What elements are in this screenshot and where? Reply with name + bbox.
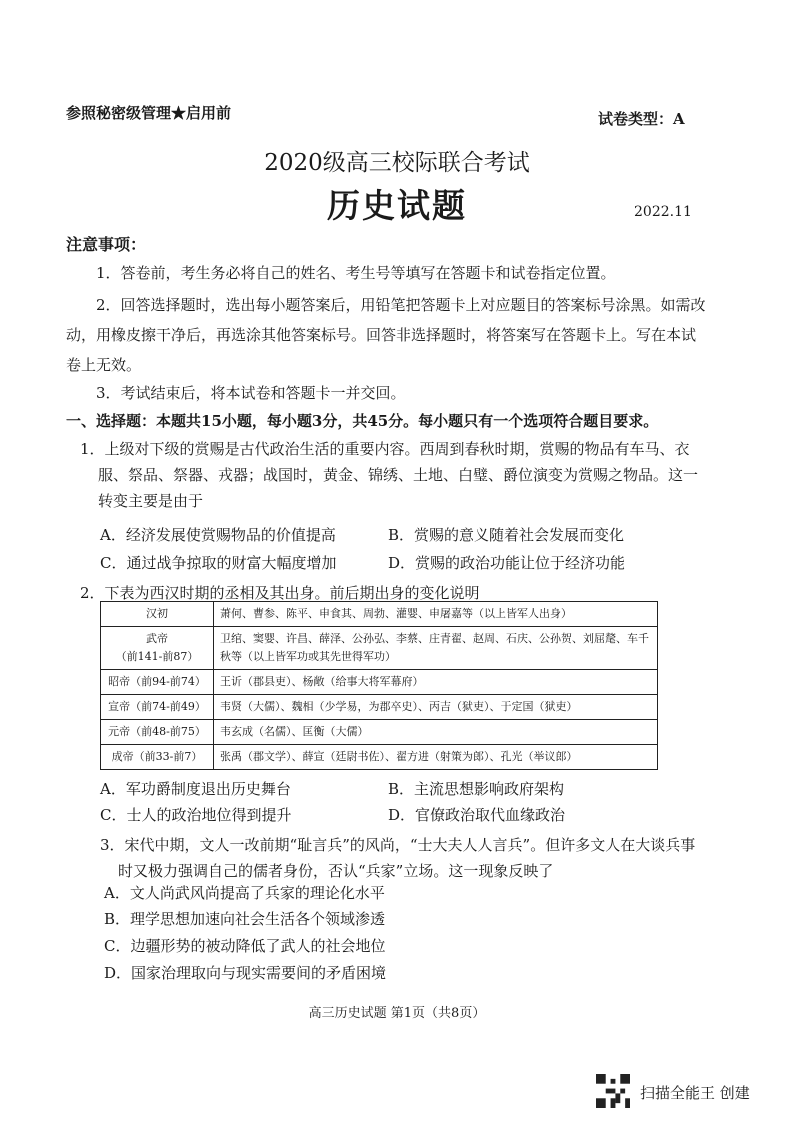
table-row [101, 627, 658, 670]
table-people: 韦贤（大儒）、魏相（少学易，为郡卒史）、丙吉（狱吏）、于定国（狱吏） [214, 695, 658, 720]
q1-option-a: A．经济发展使赏赐物品的价值提高 [100, 526, 336, 544]
page-footer: 高三历史试题 第1页（共8页） [308, 1006, 486, 1021]
table-era [101, 627, 214, 670]
table-era-years: （前141-前87） [115, 650, 199, 663]
table-people: 韦玄成（名儒）、匡衡（大儒） [214, 720, 658, 745]
notes-heading: 注意事项： [66, 235, 147, 254]
paper-type: 试卷类型：A [598, 110, 685, 128]
table-era-name: 武帝 [146, 632, 168, 645]
note-item: 2．回答选择题时，选出每小题答案后，用铅笔把答题卡上对应题目的答案标号涂黑。如需改动，用橡皮擦干净后，再选涂其他答案标号。回答非选择题时，将答案写在答题卡上。写在本试卷上无效。 [66, 296, 706, 374]
confidential-label: 参照秘密级管理★启用前 [66, 104, 232, 122]
question-3-stem: 3．宋代中期，文人一改前期“耻言兵”的风尚，“士大夫人人言兵”。但许多文人在大谈兵事时又极力强调自己的儒者身份，否认“兵家”立场。这一现象反映了 [100, 836, 696, 880]
q2-option-a: A．军功爵制度退出历史舞台 [100, 780, 291, 798]
q2-option-c: C．士人的政治地位得到提升 [100, 806, 292, 824]
exam-date: 2022.11 [634, 204, 692, 220]
question-2-stem: 2．下表为西汉时期的丞相及其出身。前后期出身的变化说明 [80, 584, 480, 602]
q3-option-b: B．理学思想加速向社会生活各个领域渗透 [104, 910, 386, 928]
table-era: 宣帝（前74-前49） [101, 695, 214, 720]
table-people: 张禹（郡文学）、薛宣（廷尉书佐）、翟方进（射策为郎）、孔光（举议郎） [214, 745, 658, 770]
q2-option-d: D．官僚政治取代血缘政治 [388, 806, 566, 824]
q2-option-b: B．主流思想影响政府架构 [388, 780, 565, 798]
q3-option-d: D．国家治理取向与现实需要间的矛盾困境 [104, 964, 387, 982]
q3-option-a: A．文人尚武风尚提高了兵家的理论化水平 [104, 884, 385, 902]
table-row [101, 720, 658, 745]
page-title: 历史试题 [327, 186, 467, 225]
table-people: 萧何、曹参、陈平、申食其、周勃、灌婴、申屠嘉等（以上皆军人出身） [214, 602, 658, 627]
table-row [101, 602, 658, 627]
qr-code-icon [596, 1074, 630, 1108]
table-row [101, 745, 658, 770]
note-item: 3．考试结束后，将本试卷和答题卡一并交回。 [96, 384, 406, 402]
chancellor-table [100, 601, 658, 770]
table-row [101, 670, 658, 695]
table-people: 王䜣（郡县吏）、杨敞（给事大将军幕府） [214, 670, 658, 695]
table-row [101, 695, 658, 720]
q3-option-c: C．边疆形势的被动降低了武人的社会地位 [104, 937, 386, 955]
exam-title: 2020级高三校际联合考试 [264, 150, 530, 176]
note-item: 1．答卷前，考生务必将自己的姓名、考生号等填写在答题卡和试卷指定位置。 [96, 264, 616, 282]
table-people: 卫绾、窦婴、许昌、薛泽、公孙弘、李蔡、庄青翟、赵周、石庆、公孙贺、刘屈氂、车千秋等（以上皆军功或其先世得军功） [214, 627, 658, 670]
table-era: 汉初 [101, 602, 214, 627]
question-1-stem: 1．上级对下级的赏赐是古代政治生活的重要内容。西周到春秋时期，赏赐的物品有车马、衣服、祭品、祭器、戎器；战国时，黄金、锦绣、土地、白璧、爵位演变为赏赐之物品。这一转变主要是由于 [80, 440, 699, 510]
scanner-watermark: 扫描全能王 创建 [640, 1084, 750, 1102]
q1-option-b: B．赏赐的意义随着社会发展而变化 [388, 526, 625, 544]
q1-option-c: C．通过战争掠取的财富大幅度增加 [100, 554, 337, 572]
table-era: 成帝（前33-前7） [101, 745, 214, 770]
q1-option-d: D．赏赐的政治功能让位于经济功能 [388, 554, 626, 572]
section-heading: 一、选择题：本题共15小题，每小题3分，共45分。每小题只有一个选项符合题目要求。 [66, 412, 659, 430]
table-era: 元帝（前48-前75） [101, 720, 214, 745]
table-era: 昭帝（前94-前74） [101, 670, 214, 695]
